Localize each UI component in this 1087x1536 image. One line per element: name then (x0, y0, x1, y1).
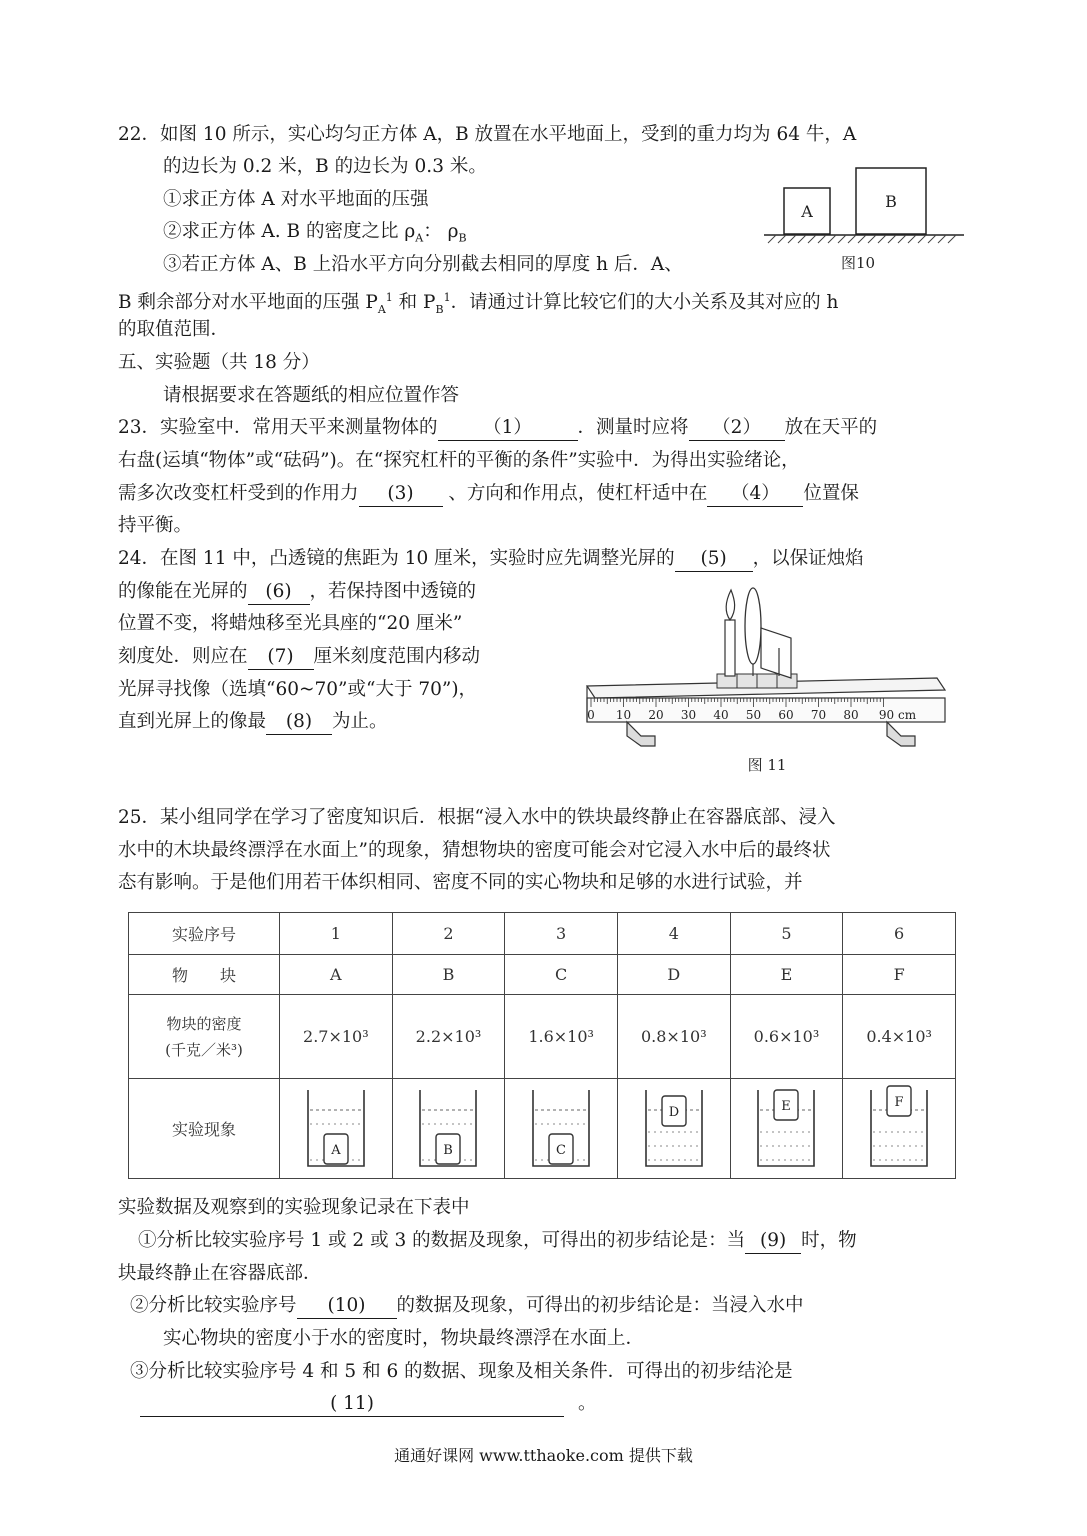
beaker-e (754, 1084, 818, 1170)
ruler-tick-label: 10 (615, 708, 632, 722)
cell-beaker-1 (280, 1079, 393, 1179)
cell-block-5: E (730, 955, 843, 995)
blank-10[interactable]: (10) (297, 1294, 397, 1319)
cell-density-5: 0.6×10³ (730, 995, 843, 1079)
cell-beaker-5 (730, 1079, 843, 1179)
q24-line1: 24．在图 11 中，凸透镜的焦距为 10 厘米，实验时应先调整光屏的 (5) ，以保证烛焰 (118, 544, 864, 574)
q23-line4: 持平衡。 (118, 515, 193, 536)
ruler-tick-label: 90 cm (878, 708, 917, 722)
q22-item2: ②求正方体 A. B 的密度之比 $\rho_A$： $\rho_B$ (163, 221, 467, 245)
q23-line2: 右盘(运填“物体”或“砝码”)。在“探究杠杆的平衡的条件”实验中．为得出实验绪论， (118, 450, 800, 471)
svg-text:B: B (443, 1142, 454, 1158)
table-row-number (129, 913, 956, 955)
cell-no-3: 3 (505, 913, 618, 955)
figure-11 (565, 578, 955, 778)
row-label-block: 物 块 (129, 955, 280, 995)
beaker-b (416, 1084, 480, 1170)
bench-foot-left (627, 722, 655, 746)
cell-density-6: 0.4×10³ (843, 995, 956, 1079)
blank-11[interactable]: ( 11) (140, 1392, 564, 1417)
table-row-block (129, 955, 956, 995)
blank-8[interactable]: (8) (266, 710, 332, 735)
light-screen (761, 628, 791, 678)
q24-line4: 刻度处．则应在 (7) 厘米刻度范围内移动 (118, 642, 480, 672)
cell-density-2: 2.2×10³ (392, 995, 505, 1079)
q25-line3: 态有影响。于是他们用若干体织相同、密度不同的实心物块和足够的水进行试验，并 (118, 872, 803, 893)
cell-no-2: 2 (392, 913, 505, 955)
q25-sub1-cont: 块最终静止在容器底部． (118, 1263, 322, 1284)
page-footer: 通通好课网 www.tthaoke.com 提供下载 (394, 1446, 693, 1465)
q24-line3: 位置不变，将蜡烛移至光具座的“20 厘米” (118, 613, 463, 634)
blank-9[interactable]: (9) (745, 1229, 801, 1254)
convex-lens (745, 588, 761, 664)
q22-line2: 的边长为 0.2 米，B 的边长为 0.3 米。 (163, 156, 487, 177)
q25-sub1: ①分析比较实验序号 1 或 2 或 3 的数据及现象，可得出的初步结论是：当 (9) 时，物 (138, 1226, 857, 1256)
cell-no-6: 6 (843, 913, 956, 955)
q24-line6: 直到光屏上的像最 (8) 为止。 (118, 707, 388, 737)
figure-10-caption: 图10 (840, 254, 876, 272)
q23-line3: 需多次改变杠杆受到的作用力 (3) 、方向和作用点，使杠杆适中在 （4） 位置保 (118, 479, 859, 509)
q22-item3: ③若正方体 A、B 上沿水平方向分别截去相同的厚度 h 后．A、 (163, 254, 683, 275)
q23-line1: 23．实验室中．常用天平来测量物体的 （1） ．测量时应将 （2） 放在天平的 (118, 413, 877, 443)
cube-b-label: B (885, 192, 897, 211)
ruler-tick-label: 0 (587, 708, 595, 722)
ruler-tick-label: 80 (843, 708, 859, 722)
table-row-density (129, 995, 956, 1079)
cell-beaker-6 (843, 1079, 956, 1179)
table-row-phenomenon (129, 1079, 956, 1179)
row-label-phenomenon: 实验现象 (129, 1079, 280, 1179)
row-label-density: 物块的密度 (千克／米³) (129, 995, 280, 1079)
ruler-tick-label: 60 (778, 708, 794, 722)
svg-text:A: A (331, 1142, 341, 1158)
svg-text:E: E (781, 1098, 792, 1114)
blank-2[interactable]: （2） (689, 416, 785, 441)
cell-beaker-2 (392, 1079, 505, 1179)
svg-text:D: D (668, 1104, 680, 1120)
q25-line1: 25．某小组同学在学习了密度知识后．根据“浸入水中的铁块最终静止在容器底部、浸入 (118, 807, 836, 828)
candle-flame (726, 590, 734, 620)
beaker-c (529, 1084, 593, 1170)
section5-note: 请根据要求在答题纸的相应位置作答 (163, 385, 460, 406)
cell-block-2: B (392, 955, 505, 995)
cell-beaker-4 (617, 1079, 730, 1179)
ruler-tick-label: 50 (745, 708, 762, 722)
cell-block-1: A (280, 955, 393, 995)
cell-density-3: 1.6×10³ (505, 995, 618, 1079)
q25-line4: 实验数据及观察到的实验现象记录在下表中 (118, 1197, 470, 1218)
figure-10 (760, 160, 970, 280)
figure-11-caption: 图 11 (747, 756, 787, 774)
beaker-f (867, 1084, 931, 1170)
cube-a-label: A (801, 202, 813, 221)
ruler-tick-label: 30 (680, 708, 697, 722)
q24-line2: 的像能在光屏的 (6) ，若保持图中透镜的 (118, 577, 476, 607)
blank-5[interactable]: (5) (675, 547, 753, 572)
q25-sub3-answer: ( 11) 。 (140, 1389, 597, 1419)
q25-sub2-cont: 实心物块的密度小于水的密度时，物块最终漂浮在水面上． (163, 1328, 645, 1349)
cell-beaker-3 (505, 1079, 618, 1179)
q22-line7: 的取值范围． (118, 319, 230, 340)
cell-block-3: C (505, 955, 618, 995)
q25-line2: 水中的木块最终漂浮在水面上”的现象，猜想物块的密度可能会对它浸入水中后的最终状 (118, 840, 831, 861)
density-table (128, 912, 956, 1179)
beaker-d (642, 1084, 706, 1170)
q22-line1: 22．如图 10 所示，实心均匀正方体 A，B 放置在水平地面上，受到的重力均为 64 牛，A (118, 124, 857, 145)
blank-7[interactable]: (7) (248, 645, 314, 670)
cell-no-4: 4 (617, 913, 730, 955)
cell-block-4: D (617, 955, 730, 995)
cell-density-1: 2.7×10³ (280, 995, 393, 1079)
cell-no-5: 5 (730, 913, 843, 955)
blank-3[interactable]: (3) (359, 482, 443, 507)
q22-item1: ①求正方体 A 对水平地面的压强 (163, 189, 429, 210)
ground-hatch (768, 235, 956, 243)
q22-line6: B 剩余部分对水平地面的压强 $P_A^1$ 和 $P_B^1$．请通过计算比较它们的大小关系及其对应的 h (118, 291, 839, 316)
cell-block-6: F (843, 955, 956, 995)
q24-line5: 光屏寻找像（选填“60~70”或“大于 70”)， (118, 679, 478, 700)
candle (725, 620, 735, 676)
bench-foot-right (887, 722, 915, 746)
svg-text:C: C (556, 1142, 567, 1158)
ruler-tick-label: 20 (648, 708, 664, 722)
blank-4[interactable]: （4） (707, 482, 803, 507)
beaker-a (304, 1084, 368, 1170)
cell-no-1: 1 (280, 913, 393, 955)
blank-1[interactable]: （1） (438, 416, 578, 441)
blank-6[interactable]: (6) (248, 580, 310, 605)
svg-text:F: F (894, 1094, 904, 1110)
cell-density-4: 0.8×10³ (617, 995, 730, 1079)
section5-title: 五、实验题（共 18 分） (118, 352, 320, 373)
q25-sub2: ②分析比较实验序号 (10) 的数据及现象，可得出的初步结论是：当浸入水中 (130, 1291, 804, 1321)
row-label-number: 实验序号 (129, 913, 280, 955)
ruler-tick-label: 70 (810, 708, 827, 722)
q25-sub3: ③分析比较实验序号 4 和 5 和 6 的数据、现象及相关条件．可得出的初步结沦是 (130, 1361, 793, 1382)
ruler-tick-label: 40 (713, 708, 729, 722)
